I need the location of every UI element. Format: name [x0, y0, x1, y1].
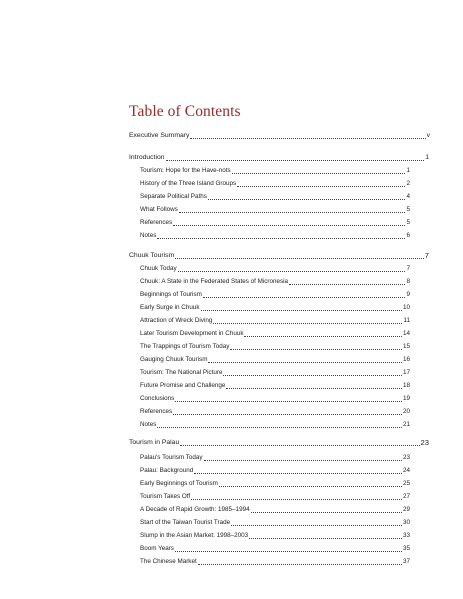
- dot-leader: [198, 564, 402, 565]
- dot-leader: [201, 310, 402, 311]
- toc-entry-label: Attraction of Wreck Diving: [140, 317, 213, 324]
- toc-entry-label: Chuuk Tourism: [129, 252, 175, 259]
- dot-leader: [219, 486, 402, 487]
- toc-entry-label: Palau's Tourism Today: [140, 454, 203, 461]
- toc-entry-label: Notes: [140, 232, 157, 239]
- toc-entry-page: 10: [402, 304, 410, 311]
- dot-leader: [180, 445, 419, 446]
- dot-leader: [232, 173, 406, 174]
- dot-leader: [223, 375, 402, 376]
- toc-entry-page: 33: [402, 532, 410, 539]
- dot-leader: [208, 199, 406, 200]
- toc-entry-page: 6: [406, 232, 410, 239]
- toc-entry[interactable]: [140, 343, 410, 351]
- dot-leader: [157, 238, 405, 239]
- toc-entry-page: 9: [406, 291, 410, 298]
- toc-entry[interactable]: [140, 219, 410, 227]
- toc-entry-label: References: [140, 408, 173, 415]
- dot-leader: [178, 271, 406, 272]
- toc-entry[interactable]: [140, 330, 410, 338]
- toc-entry-page: 4: [406, 193, 410, 200]
- toc-entry-label: Conclusions: [140, 395, 175, 402]
- toc-entry-page: 23: [402, 454, 410, 461]
- toc-entry-label: Tourism: The National Picture: [140, 369, 223, 376]
- toc-entry[interactable]: [140, 395, 410, 403]
- toc-entry-label: Start of the Taiwan Tourist Trade: [140, 519, 231, 526]
- toc-entry-page: 5: [406, 219, 410, 226]
- toc-entry-page: 1: [406, 167, 410, 174]
- toc-entry[interactable]: [140, 480, 410, 488]
- toc-entry[interactable]: [140, 382, 410, 390]
- toc-entry[interactable]: [140, 519, 410, 527]
- toc-entry[interactable]: [140, 291, 410, 299]
- toc-entry[interactable]: [140, 167, 410, 175]
- toc-entry[interactable]: [140, 265, 410, 273]
- dot-leader: [231, 525, 402, 526]
- page-title: Table of Contents: [129, 103, 241, 120]
- toc-entry-tourism-in-palau[interactable]: [129, 439, 429, 447]
- toc-entry-page: 7: [424, 251, 429, 260]
- toc-entry-page: 15: [402, 343, 410, 350]
- toc-entry-page: 24: [402, 467, 410, 474]
- toc-entry-label: Introduction: [129, 154, 165, 161]
- toc-entry-page: 25: [402, 480, 410, 487]
- toc-entry-page: 19: [402, 395, 410, 402]
- dot-leader: [190, 138, 425, 139]
- toc-entry[interactable]: [140, 304, 410, 312]
- toc-entry-label: Chuuk: A State in the Federated States of Micronesia: [140, 278, 289, 285]
- toc-entry-label: Notes: [140, 421, 157, 428]
- toc-entry[interactable]: [140, 421, 410, 429]
- dot-leader: [249, 538, 402, 539]
- toc-entry-page: 7: [406, 265, 410, 272]
- toc-entry-introduction[interactable]: [129, 154, 429, 162]
- toc-entry[interactable]: [140, 558, 410, 566]
- toc-entry-page: 23: [420, 438, 429, 447]
- toc-entry-executive-summary[interactable]: [129, 132, 430, 140]
- dot-leader: [289, 284, 405, 285]
- toc-entry-page: 8: [406, 278, 410, 285]
- toc-entry-label: Early Beginnings of Tourism: [140, 480, 218, 487]
- toc-entry-page: 37: [402, 558, 410, 565]
- dot-leader: [175, 401, 402, 402]
- dot-leader: [230, 349, 402, 350]
- toc-entry-label: Gauging Chuuk Tourism: [140, 356, 208, 363]
- toc-entry-label: Tourism: Hope for the Have-nots: [140, 167, 231, 174]
- toc-entry-label: Tourism in Palau: [129, 439, 180, 446]
- toc-entry[interactable]: [140, 467, 410, 475]
- dot-leader: [173, 414, 402, 415]
- toc-entry-page: 17: [402, 369, 410, 376]
- toc-entry-label: The Trappings of Tourism Today: [140, 343, 230, 350]
- toc-entry-label: References: [140, 219, 173, 226]
- toc-entry-label: Beginnings of Tourism: [140, 291, 202, 298]
- dot-leader: [244, 336, 402, 337]
- dot-leader: [208, 362, 402, 363]
- toc-entry-label: History of the Three Island Groups: [140, 180, 237, 187]
- toc-entry-label: Executive Summary: [129, 132, 190, 139]
- toc-entry-label: Slump in the Asian Market: 1998–2003: [140, 532, 249, 539]
- dot-leader: [175, 551, 402, 552]
- toc-entry-page: v: [426, 132, 430, 139]
- toc-entry[interactable]: [140, 408, 410, 416]
- toc-entry-label: Separate Political Paths: [140, 193, 207, 200]
- toc-entry[interactable]: [140, 278, 410, 286]
- toc-entry-page: 2: [406, 180, 410, 187]
- toc-entry[interactable]: [140, 180, 410, 188]
- toc-entry-label: Palau: Background: [140, 467, 194, 474]
- toc-entry-chuuk-tourism[interactable]: [129, 252, 429, 260]
- toc-entry-label: Tourism Takes Off: [140, 493, 191, 500]
- toc-entry[interactable]: [140, 532, 410, 540]
- dot-leader: [203, 297, 406, 298]
- toc-entry-page: 18: [402, 382, 410, 389]
- dot-leader: [213, 323, 402, 324]
- dot-leader: [204, 460, 402, 461]
- toc-entry-label: Early Surge in Chuuk: [140, 304, 200, 311]
- dot-leader: [251, 512, 402, 513]
- toc-entry[interactable]: [140, 193, 410, 201]
- dot-leader: [157, 427, 402, 428]
- toc-entry[interactable]: [140, 454, 410, 462]
- toc-entry-label: Boom Years: [140, 545, 174, 552]
- toc-entry-label: Chuuk Today: [140, 265, 177, 272]
- toc-entry[interactable]: [140, 506, 410, 514]
- dot-leader: [175, 258, 424, 259]
- toc-entry-page: 5: [406, 206, 410, 213]
- toc-entry-label: A Decade of Rapid Growth: 1985–1994: [140, 506, 250, 513]
- toc-entry-page: 14: [402, 330, 410, 337]
- toc-entry[interactable]: [140, 232, 410, 240]
- toc-entry-page: 27: [402, 493, 410, 500]
- toc-entry[interactable]: [140, 545, 410, 553]
- toc-entry-label: Later Tourism Development in Chuuk: [140, 330, 244, 337]
- toc-entry[interactable]: [140, 317, 410, 325]
- toc-entry-page: 16: [402, 356, 410, 363]
- toc-entry-label: What Follows: [140, 206, 178, 213]
- dot-leader: [237, 186, 405, 187]
- toc-entry-page: 20: [402, 408, 410, 415]
- toc-entry-label: Future Promise and Challenge: [140, 382, 226, 389]
- dot-leader: [226, 388, 402, 389]
- dot-leader: [166, 160, 425, 161]
- toc-entry[interactable]: [140, 369, 410, 377]
- dot-leader: [179, 212, 406, 213]
- toc-entry[interactable]: [140, 493, 410, 501]
- toc-entry-page: 35: [402, 545, 410, 552]
- toc-entry-page: 1: [425, 154, 429, 161]
- toc-entry[interactable]: [140, 356, 410, 364]
- dot-leader: [173, 225, 405, 226]
- toc-entry-page: 11: [403, 317, 410, 324]
- dot-leader: [194, 473, 402, 474]
- dot-leader: [191, 499, 402, 500]
- toc-entry-page: 30: [402, 519, 410, 526]
- toc-entry-label: The Chinese Market: [140, 558, 197, 565]
- toc-entry[interactable]: [140, 206, 410, 214]
- toc-entry-page: 29: [402, 506, 410, 513]
- toc-entry-page: 21: [402, 421, 410, 428]
